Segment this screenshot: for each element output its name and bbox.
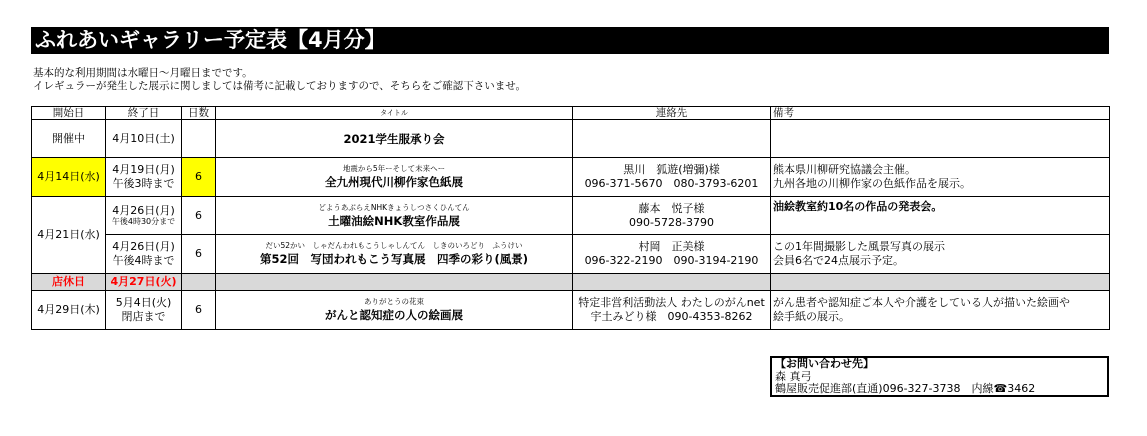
table-row — [32, 235, 1110, 274]
start-date: 4月21日(水) — [32, 197, 106, 274]
exhibit-subtitle: ありがとうの花束 — [364, 297, 424, 306]
exhibit-title-main: 2021学生服承り会 — [343, 131, 445, 146]
table-row-closed — [32, 274, 1110, 291]
contact-phone: 096-322-2190 090-3194-2190 — [584, 254, 759, 267]
note-line1: がん患者や認知症ご本人や介護をしている人が描いた絵画や — [773, 296, 1070, 310]
contact — [573, 274, 771, 291]
table-header-row — [32, 107, 1110, 120]
page-title: ふれあいギャラリー予定表【4月分】 — [31, 27, 1109, 54]
header-end-date: 終了日 — [106, 107, 182, 120]
days: 6 — [182, 235, 216, 274]
end-date — [106, 158, 182, 197]
inquiry-name: 森 真弓 — [775, 369, 812, 383]
exhibit-title-main: 全九州現代川柳作家色紙展 — [325, 175, 463, 189]
inquiry-dept: 鶴屋販売促進部(直通)096-327-3738 内線☎3462 — [775, 382, 1036, 395]
exhibit-title — [216, 197, 573, 235]
note-line2: 会員6名で24点展示予定。 — [773, 254, 904, 267]
header-contact: 連絡先 — [573, 107, 771, 120]
days — [182, 274, 216, 291]
exhibit-title — [216, 120, 573, 158]
exhibit-title — [216, 291, 573, 330]
end-date — [106, 197, 182, 235]
note — [771, 158, 1110, 197]
header-note: 備考 — [771, 107, 1110, 120]
exhibit-title-main: 土曜油絵NHK教室作品展 — [328, 213, 460, 228]
contact — [573, 291, 771, 330]
header-title: タイトル — [216, 107, 573, 120]
note — [771, 235, 1110, 274]
header-days: 日数 — [182, 107, 216, 120]
table-row — [32, 120, 1110, 158]
contact — [573, 235, 771, 274]
note-line1: 熊本県川柳研究協議会主催。 — [773, 163, 916, 177]
end-date-line1: 4月26日(月) — [112, 240, 175, 254]
days: 6 — [182, 291, 216, 330]
start-date: 4月14日(水) — [32, 158, 106, 197]
exhibit-title — [216, 158, 573, 197]
contact-name: 黒川 狐遊(増彌)様 — [623, 163, 720, 177]
start-date: 店休日 — [32, 274, 106, 291]
table-row — [32, 291, 1110, 330]
end-date-line2: 午後3時まで — [112, 177, 175, 190]
contact-org: 特定非営利活動法人 わたしのがんnet — [578, 296, 765, 310]
schedule-table — [31, 106, 1110, 330]
intro-line-2: イレギュラーが発生した展示に関しましては備考に記載しておりますので、そちらをご確認下さいませ。 — [33, 80, 526, 92]
exhibit-subtitle: 地震から5年ーそして未来へー — [342, 164, 446, 173]
note — [771, 274, 1110, 291]
end-date-line1: 5月4日(火) — [115, 296, 172, 310]
start-date: 4月29日(木) — [32, 291, 106, 330]
end-date-line2: 閉店まで — [121, 310, 166, 323]
table-row — [32, 197, 1110, 235]
contact-phone: 096-371-5670 080-3793-6201 — [584, 177, 759, 190]
days: 6 — [182, 197, 216, 235]
contact-name: 藤本 悦子様 — [638, 201, 705, 215]
end-date-line2: 午後4時まで — [112, 254, 175, 267]
end-date: 4月10日(土) — [106, 120, 182, 158]
end-date-line2: 午後4時30分まで — [111, 217, 176, 227]
contact-phone: 090-5728-3790 — [629, 215, 714, 229]
contact-phone: 宇土みどり様 090-4353-8262 — [590, 310, 753, 323]
days — [182, 120, 216, 158]
exhibit-subtitle: だい52かい しゃだんわれもこうしゃしんてん しきのいろどり ふうけい — [265, 241, 523, 250]
end-date-line1: 4月19日(月) — [112, 163, 175, 177]
note — [771, 120, 1110, 158]
note: 油絵教室約10名の作品の発表会。 — [771, 197, 1110, 235]
start-date: 開催中 — [32, 120, 106, 158]
exhibit-title-main: がんと認知症の人の絵画展 — [325, 308, 463, 322]
exhibit-title — [216, 274, 573, 291]
contact-name: 村岡 正美様 — [638, 240, 705, 254]
contact — [573, 197, 771, 235]
days: 6 — [182, 158, 216, 197]
note-line2: 絵手紙の展示。 — [773, 310, 850, 323]
exhibit-title — [216, 235, 573, 274]
inquiry-box — [770, 356, 1109, 397]
end-date: 4月27日(火) — [106, 274, 182, 291]
end-date-line1: 4月26日(月) — [112, 203, 175, 217]
contact — [573, 158, 771, 197]
end-date — [106, 235, 182, 274]
note-line1: この1年間撮影した風景写真の展示 — [773, 240, 945, 254]
exhibit-title-main: 第52回 写団われもこう写真展 四季の彩り(風景) — [259, 252, 528, 266]
table-row — [32, 158, 1110, 197]
exhibit-subtitle: どようあぶらえNHKきょうしつさくひんてん — [318, 202, 470, 212]
note — [771, 291, 1110, 330]
contact — [573, 120, 771, 158]
end-date — [106, 291, 182, 330]
intro-line-1: 基本的な利用期間は水曜日～月曜日までです。 — [33, 67, 253, 79]
note-line2: 九州各地の川柳作家の色紙作品を展示。 — [773, 177, 971, 190]
inquiry-title: 【お問い合わせ先】 — [775, 357, 874, 370]
header-start-date: 開始日 — [32, 107, 106, 120]
